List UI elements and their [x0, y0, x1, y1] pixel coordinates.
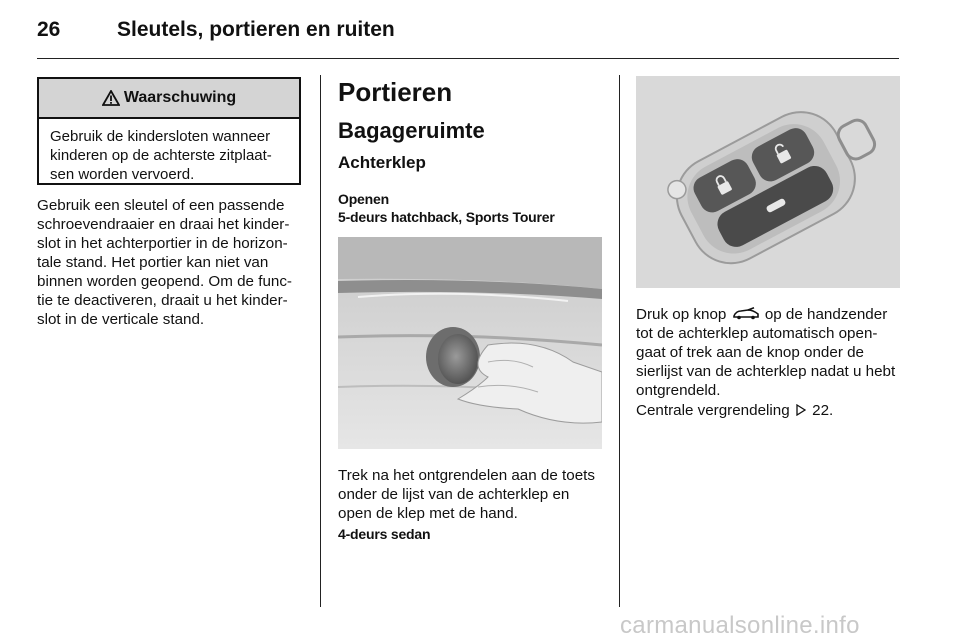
- child-lock-paragraph: Gebruik een sleutel of een passende schroevendraaier en draai het kinder- slot in het achterportier in de horizon- tale stand. Het portier kan niet van binnen worden geopend. Om de func- tie te deactiveren, draait u het kinder- slot in de verticale stand.: [37, 197, 292, 328]
- tailgate-caption: Trek na het ontgrendelen aan de toets onder de lijst van de achterklep en open de klep met de hand.: [338, 467, 595, 522]
- section-heading-portieren: Portieren: [338, 77, 453, 107]
- warning-header: [39, 79, 299, 119]
- column-divider-right: [619, 75, 620, 607]
- column-divider-left: [320, 75, 321, 607]
- car-trunk-icon: [733, 307, 759, 320]
- page-reference-arrow-icon: [796, 404, 806, 416]
- page-number: 26: [37, 18, 61, 41]
- tailgate-handle-photo: [338, 237, 602, 449]
- subheading-sedan: 4-deurs sedan: [338, 526, 431, 542]
- watermark: carmanualsonline.info: [620, 612, 860, 639]
- warning-text: Gebruik de kindersloten wanneer kinderen op de achterste zitplaat- sen worden vervoerd.: [50, 128, 272, 183]
- trunk-release-paragraph: [636, 305, 906, 400]
- cross-reference: [636, 401, 906, 420]
- chapter-title: Sleutels, portieren en ruiten: [117, 18, 395, 41]
- reference-page: 22.: [812, 402, 834, 419]
- instruction-text-start: Druk op knop: [636, 306, 727, 323]
- instruction-text-end: op de handzender tot de achterklep automatisch open- gaat of trek aan de knop onder de sierlijst van de achterklep nadat u hebt ontgrendeld.: [636, 306, 896, 399]
- section-heading-bagageruimte: Bagageruimte: [338, 118, 485, 143]
- warning-box: [37, 77, 301, 185]
- warning-triangle-icon: [102, 90, 120, 106]
- warning-title: Waarschuwing: [123, 89, 237, 106]
- remote-key-photo: [636, 76, 900, 288]
- section-heading-achterklep: Achterklep: [338, 153, 426, 172]
- reference-text: Centrale vergrendeling: [636, 402, 790, 419]
- subheading-openen: Openen: [338, 191, 389, 207]
- header-divider: [37, 58, 899, 59]
- subheading-hatchback: 5-deurs hatchback, Sports Tourer: [338, 209, 555, 225]
